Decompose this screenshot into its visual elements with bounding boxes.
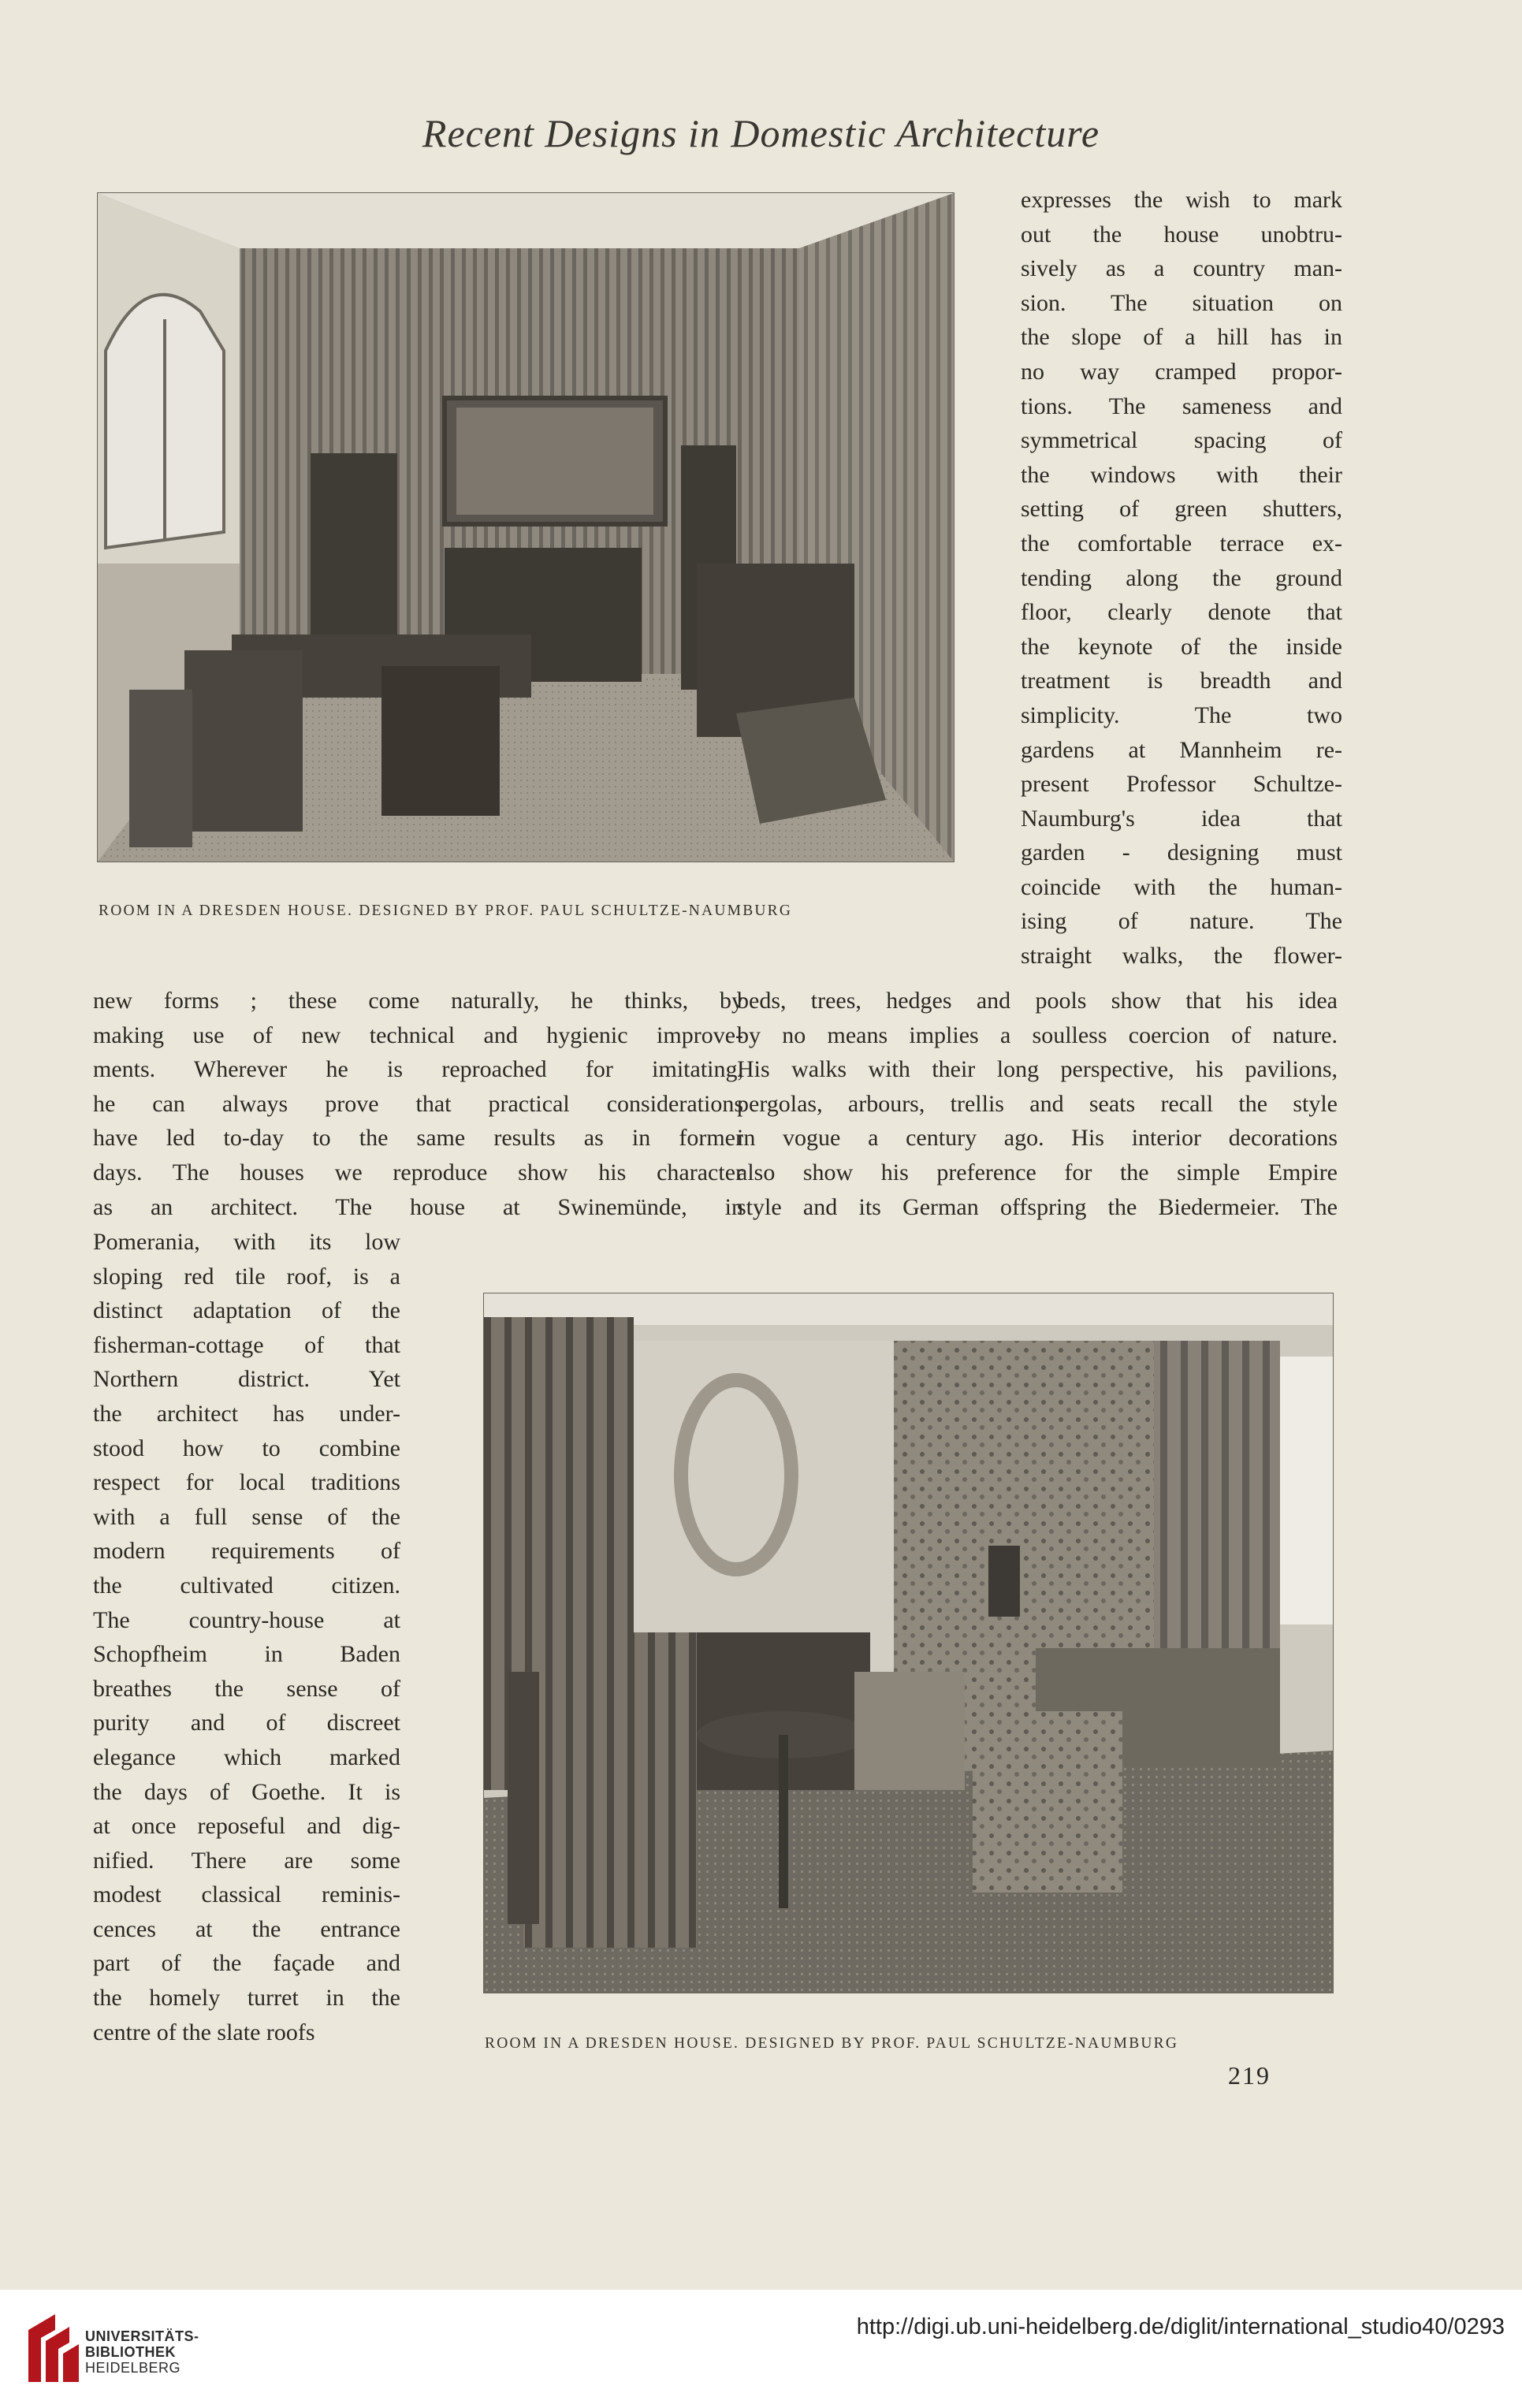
text-line: making use of new technical and hygienic improve- <box>93 1022 743 1048</box>
text-line: Northern district. Yet <box>93 1366 400 1393</box>
text-line: His walks with their long perspective, his pavilions, <box>737 1056 1338 1083</box>
text-line: have led to-day to the same results as in former <box>93 1125 743 1152</box>
text-line: purity and of discreet <box>93 1710 400 1736</box>
bottom-room-photo <box>483 1293 1334 1993</box>
footer-bar <box>0 2290 1522 2408</box>
text-line: coincide with the human- <box>1021 873 1342 900</box>
top-room-photo <box>97 192 955 862</box>
text-line: the days of Goethe. It is <box>93 1778 400 1805</box>
text-line: sively as a country man- <box>1021 255 1342 282</box>
top-photo-caption: ROOM IN A DRESDEN HOUSE. DESIGNED BY PROF. PAUL SCHULTZE-NAUMBURG <box>99 903 793 919</box>
text-line: sion. The situation on <box>1021 289 1342 316</box>
text-line: at once reposeful and dig- <box>93 1813 400 1840</box>
text-line: distinct adaptation of the <box>93 1297 400 1324</box>
text-line: style and its German offspring the Biedermeier. The <box>737 1193 1338 1220</box>
text-line: gardens at Mannheim re- <box>1021 736 1342 763</box>
text-line: expresses the wish to mark <box>1021 187 1342 213</box>
text-line: the comfortable terrace ex- <box>1021 530 1342 556</box>
text-line: beds, trees, hedges and pools show that his idea <box>737 988 1338 1014</box>
text-line: the homely turret in the <box>93 1985 400 2012</box>
text-line: tending along the ground <box>1021 564 1342 591</box>
text-line: garden - designing must <box>1021 839 1342 866</box>
library-name <box>85 2328 199 2376</box>
text-line: tions. The sameness and <box>1021 393 1342 419</box>
text-line: present Professor Schultze- <box>1021 771 1342 798</box>
text-line: the windows with their <box>1021 461 1342 488</box>
text-column-right-middle <box>737 984 1338 1224</box>
text-line: treatment is breadth and <box>1021 668 1342 694</box>
text-line: straight walks, the flower- <box>1021 943 1342 970</box>
text-line: elegance which marked <box>93 1744 400 1770</box>
text-line: The country-house at <box>93 1606 400 1633</box>
text-line: the cultivated citizen. <box>93 1572 400 1599</box>
text-line: centre of the slate roofs <box>93 2019 315 2045</box>
text-line: floor, clearly denote that <box>1021 599 1342 626</box>
top-room-illustration <box>98 193 954 862</box>
library-name-line: HEIDELBERG <box>85 2360 181 2376</box>
text-column-right-top <box>1021 183 1342 973</box>
running-title: Recent Designs in Domestic Architecture <box>422 111 1100 155</box>
text-line: setting of green shutters, <box>1021 496 1342 523</box>
text-line: also show his preference for the simple Empire <box>737 1159 1338 1185</box>
text-line: as an architect. The house at Swinemünde, in <box>93 1193 743 1220</box>
text-line: cences at the entrance <box>93 1915 400 1942</box>
library-logo-icon <box>17 2306 88 2390</box>
text-line: breathes the sense of <box>93 1675 400 1702</box>
text-line: the slope of a hill has in <box>1021 324 1342 351</box>
text-line: sloping red tile roof, is a <box>93 1263 400 1290</box>
text-line: ments. Wherever he is reproached for imitating, <box>93 1056 743 1083</box>
text-line: Naumburg's idea that <box>1021 805 1342 832</box>
text-line: fisherman-cottage of that <box>93 1331 400 1358</box>
library-name-line: UNIVERSITÄTS- <box>85 2328 199 2344</box>
text-line: the architect has under- <box>93 1400 400 1427</box>
text-line: he can always prove that practical considerations <box>93 1090 743 1117</box>
text-line: days. The houses we reproduce show his character <box>93 1159 743 1185</box>
page-number: 219 <box>1228 2061 1271 2090</box>
text-line: respect for local traditions <box>93 1469 400 1496</box>
text-line: in vogue a century ago. His interior decorations <box>737 1125 1338 1152</box>
text-line: modest classical reminis- <box>93 1881 400 1908</box>
text-line: by no means implies a soulless coercion of nature. <box>737 1022 1338 1048</box>
text-line: part of the façade and <box>93 1950 400 1977</box>
text-column-left-bottom <box>93 1225 400 2049</box>
text-line: the keynote of the inside <box>1021 633 1342 660</box>
text-line: nified. There are some <box>93 1847 400 1874</box>
text-column-left-middle <box>93 984 743 1224</box>
source-url-link[interactable]: http://digi.ub.uni-heidelberg.de/diglit/international_studio40/0293 <box>856 2314 1505 2339</box>
text-line: Schopfheim in Baden <box>93 1641 400 1668</box>
text-line: out the house unobtru- <box>1021 221 1342 247</box>
text-line: stood how to combine <box>93 1435 400 1461</box>
text-line: simplicity. The two <box>1021 702 1342 728</box>
text-line: modern requirements of <box>93 1538 400 1565</box>
text-line: symmetrical spacing of <box>1021 427 1342 454</box>
text-line: no way cramped propor- <box>1021 358 1342 385</box>
text-line: with a full sense of the <box>93 1503 400 1530</box>
text-line: pergolas, arbours, trellis and seats recall the style <box>737 1090 1338 1117</box>
text-line: new forms ; these come naturally, he thinks, by <box>93 988 743 1014</box>
bottom-room-illustration <box>484 1293 1333 1993</box>
bottom-photo-caption: ROOM IN A DRESDEN HOUSE. DESIGNED BY PROF. PAUL SCHULTZE-NAUMBURG <box>485 2035 1179 2052</box>
text-line: ising of nature. The <box>1021 908 1342 935</box>
text-line: Pomerania, with its low <box>93 1229 400 1255</box>
library-name-line: BIBLIOTHEK <box>85 2344 176 2360</box>
